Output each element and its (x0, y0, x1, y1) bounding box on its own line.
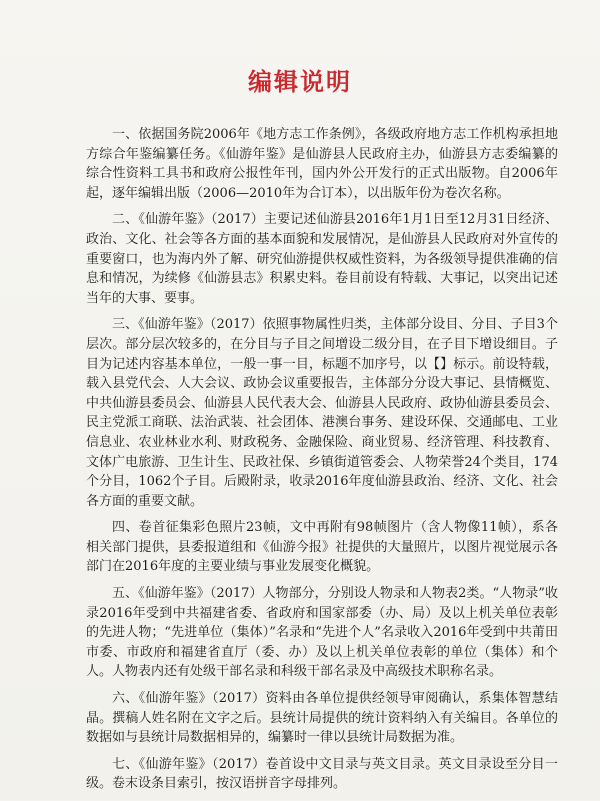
paragraph-1: 一、依据国务院2006年《地方志工作条例》，各级政府地方志工作机构承担地方综合年鉴编纂任务。《仙游年鉴》是仙游县人民政府主办，仙游县方志委编纂的综合性资料工具书和政府公报性年刊，国内外公开发行的正式出版物。自2006年起，逐年编辑出版（2006—2010年为合订本），以出版年份为卷次名称。 (86, 127, 558, 201)
paragraph-2: 二、《仙游年鉴》（2017）主要记述仙游县2016年1月1日至12月31日经济、政治、文化、社会等各方面的基本面貌和发展情况，是仙游县人民政府对外宣传的重要窗口，也为海内外了解、研究仙游提供权威性资料，为各级领导提供准确的信息和情况，为续修《仙游县志》积累史料。卷目前设有特载、大事记，以突出记述当年的大事、要事。 (86, 212, 558, 306)
paragraph-4: 四、卷首征集彩色照片23帧，文中再附有98帧图片（含人物像11帧），系各相关部门提供，县委报道组和《仙游今报》社提供的大量照片，以图片视觉展示各部门在2016年度的主要业绩与事业发展变化概貌。 (86, 520, 558, 575)
page-title: 编辑说明 (248, 67, 352, 96)
paragraph-3: 三、《仙游年鉴》（2017）依照事物属性归类，主体部分设目、分目、子目3个层次。部分层次较多的，在分目与子目之间增设二级分目，在子目下增设细目。子目为记述内容基本单位，一般一事一目，标题不加序号，以【】标示。前设特载，载入县党代会、人大会议、政协会议重要报告，主体部分分设大事记、县情概览、中共仙游县委员会、仙游县人民代表大会、仙游县人民政府、政协仙游县委员会、民主党派工商联、法治武装、社会团体、港澳台事务、建设环保、交通邮电、工业信息业、农业林业水利、财政税务、金融保险、商业贸易、经济管理、科技教育、文体广电旅游、卫生计生、民政社保、乡镇街道管委会、人物荣誉24个类目，174个分目，1062个子目。后殿附录，收录2016年度仙游县政治、经济、文化、社会各方面的重要文献。 (86, 317, 558, 509)
paragraph-7: 七、《仙游年鉴》（2017）卷首设中文目录与英文目录。英文目录设至分目一级。卷末设条目索引，按汉语拼音字母排列。 (86, 756, 558, 792)
paragraph-6: 六、《仙游年鉴》（2017）资料由各单位提供经领导审阅确认，系集体智慧结晶。撰稿人姓名附在文字之后。县统计局提供的统计资料纳入有关编目。各单位的数据如与县统计局数据相异的，编纂时一律以县统计局数据为准。 (86, 691, 558, 746)
paragraph-5: 五、《仙游年鉴》（2017）人物部分，分别设人物录和人物表2类。“人物录”收录2016年受到中共福建省委、省政府和国家部委（办、局）及以上机关单位表彰的先进人物；“先进单位（集体）”名录和“先进个人”名录收入2016年受到中共莆田市委、市政府和福建省直厅（委、办）及以上机关单位表彰的单位（集体）和个人。人物表内还有处级干部名录和科级干部名录及中高级技术职称名录。 (86, 586, 558, 680)
body-text (86, 125, 558, 801)
